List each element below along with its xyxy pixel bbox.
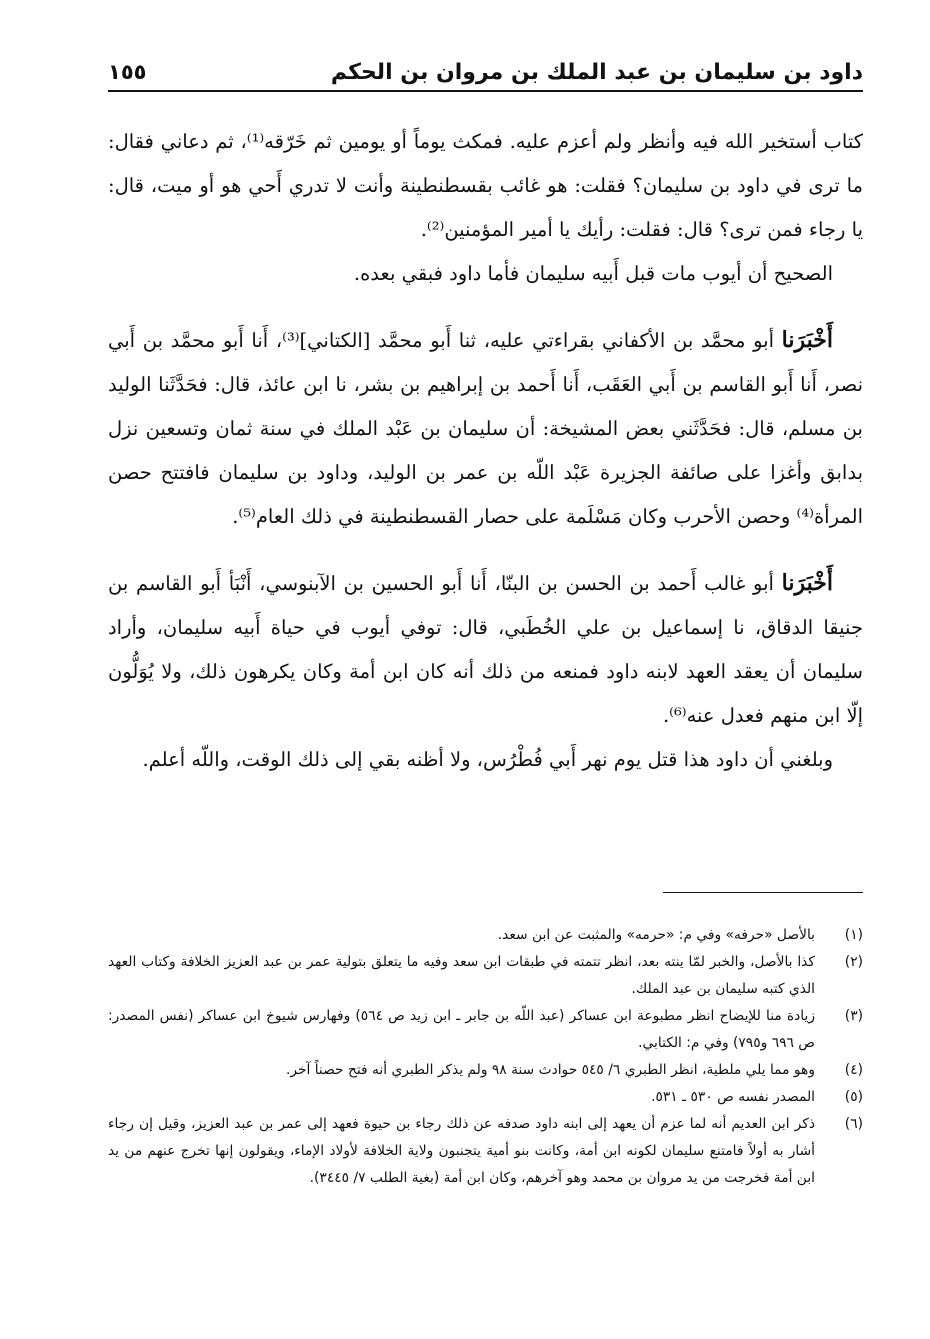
footnote	[108, 922, 863, 949]
page-header	[108, 50, 863, 92]
paragraph-4	[108, 561, 863, 738]
paragraph-1: كتاب أستخير الله فيه وأنظر ولم أعزم عليه. فمكث يوماً أو يومين ثم خَرّقه⁽¹⁾، ثم دعاني فقال: ما ترى في داود بن سليمان؟ فقلت: هو غائب بقسطنطينة وأنت لا تدري أَحي هو أو ميت، قال: يا رجاء فمن ترى؟ قال: فقلت: رأيك يا أمير المؤمنين⁽²⁾.	[108, 130, 863, 241]
footnote-text: ذكر ابن العديم أنه لما عزم أن يعهد إلى ابنه داود صدفه عن ذلك رجاء بن حيوة فعهد إلى عمر بن عبد العزيز، وقيل إن رجاء أشار به أولاً فامتنع سليمان لكونه ابن أمة، وكانت بنو أمية يتجنبون ولاية الخلافة لأولاد الإماء، ويقولون إنها تخرج عنهم من يد ابن أمة فخرجت من يد مروان بن محمد وهو آخرهم، وكان ابن أمة (بغية الطلب ٧/ ٣٤٤٥).	[108, 1116, 815, 1186]
footnote	[108, 1084, 863, 1111]
paragraph-3	[108, 318, 863, 539]
footnote	[108, 949, 863, 1003]
footnotes	[108, 922, 863, 1192]
paragraph-4-text: أبو غالب أَحمد بن الحسن بن البنّا، أَنا أَبو الحسين بن الآبنوسي، أَنْبَأ أَبو القاسم بن جنيقا الدقاق، نا إسماعيل بن علي الخُطَبي، قال: توفي أيوب في حياة أَبيه سليمان، وأراد سليمان أن يعقد العهد لابنه داود فمنعه من ذلك أنه كان ابن أمة وكان يكرهون ذلك، ولا يُوَلُّون إلّا ابن منهم فعدل عنه⁽⁶⁾.	[108, 572, 863, 727]
paragraph-5: وبلغني أن داود هذا قتل يوم نهر أَبي فُطْرُس، ولا أظنه بقي إلى ذلك الوقت، واللّه أعلم.	[142, 748, 833, 771]
rubric-akhbarana: أَخْبَرَنا	[781, 327, 833, 353]
footnote-separator	[663, 892, 863, 893]
footnote-number: (٤)	[844, 1062, 863, 1078]
footnote	[108, 1003, 863, 1057]
footnote	[108, 1111, 863, 1192]
paragraph-2: الصحيح أن أيوب مات قبل أَبيه سليمان فأما داود فبقي بعده.	[353, 262, 833, 285]
footnote-text: بالأصل «حرفه» وفي م: «حرمه» والمثبت عن ابن سعد.	[497, 927, 815, 943]
book-page	[108, 50, 863, 1290]
page-number: ١٥٥	[108, 60, 147, 84]
footnote-number: (٦)	[844, 1116, 863, 1132]
footnote-text: كذا بالأصل، والخبر لمّا ينته بعد، انظر تتمته في طبقات ابن سعد وفيه ما يتعلق بتولية عمر بن عبد العزيز الخلافة وكتاب العهد الذي كتبه سليمان بن عبد الملك.	[108, 954, 815, 997]
footnote-text: وهو مما يلي ملطية، انظر الطبري ٦/ ٥٤٥ حوادث سنة ٩٨ ولم يذكر الطبري أنه فتح حصناً آخر.	[285, 1062, 815, 1078]
rubric-akhbarana: أَخْبَرَنا	[781, 570, 833, 596]
footnote-number: (٣)	[844, 1008, 863, 1024]
footnote-text: المصدر نفسه ص ٥٣٠ ـ ٥٣١.	[651, 1089, 815, 1105]
main-text	[108, 120, 863, 782]
footnote-number: (١)	[844, 927, 863, 943]
footnote	[108, 1057, 863, 1084]
footnote-number: (٥)	[844, 1089, 863, 1105]
footnote-text: زيادة منا للإيضاح انظر مطبوعة ابن عساكر (عبد اللّه بن جابر ـ ابن زيد ص ٥٦٤) وفهارس شيوخ ابن عساكر (نفس المصدر: ص ٦٩٦ و٧٩٥) وفي م: الكتابي.	[108, 1008, 815, 1051]
paragraph-3-text: أبو محمَّد بن الأكفاني بقراءتي عليه، ثنا أَبو محمَّد [الكتاني]⁽³⁾، أَنا أَبو محمَّد بن أَبي نصر، أَنا أَبو القاسم بن أَبي العَقَب، أَنا أَحمد بن إبراهيم بن بشر، نا ابن عائذ، قال: فحَدَّثَنا الوليد بن مسلم، قال: فحَدَّثَني بعض المشيخة: أن سليمان بن عَبْد الملك في سنة ثمان وتسعين نزل بدابق وأغزا على صائفة الجزيرة عَبْد اللّه بن عمر بن الوليد، وداود بن سليمان فافتتح حصن المرأة⁽⁴⁾ وحصن الأحرب وكان مَسْلَمة على حصار القسطنطينة في ذلك العام⁽⁵⁾.	[108, 329, 863, 528]
footnote-number: (٢)	[844, 954, 863, 970]
running-title: داود بن سليمان بن عبد الملك بن مروان بن الحكم	[330, 60, 863, 85]
